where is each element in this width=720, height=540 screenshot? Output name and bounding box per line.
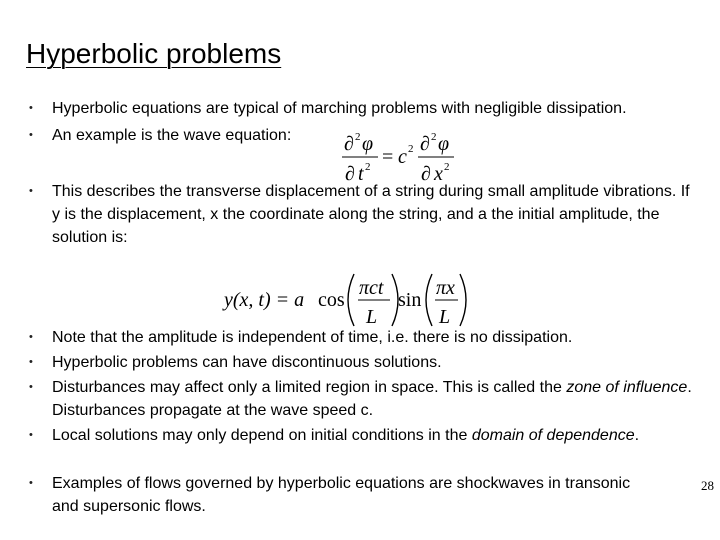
bullet-7-text-b: . <box>634 427 640 444</box>
bullet-icon: • <box>29 102 33 114</box>
bullet-icon: • <box>29 331 33 343</box>
eq-sup: 2 <box>444 161 450 173</box>
eq-equals: = <box>382 146 394 168</box>
sol-lhs: y(x, t) = a <box>224 289 305 311</box>
sol-pix: πx <box>436 277 455 299</box>
bullet-text-8: Examples of flows governed by hyperbolic equations are shockwaves in transonic and supersonic flows. <box>52 475 631 515</box>
eq-sup: 2 <box>365 161 371 173</box>
bullet-text-1: Hyperbolic equations are typical of marching problems with negligible dissipation. <box>52 100 627 117</box>
sol-L: L <box>439 306 451 328</box>
bullet-text-2: An example is the wave equation: <box>52 127 292 144</box>
eq-phi: φ <box>438 133 450 155</box>
sol-sin: sin <box>398 289 422 311</box>
bullet-6-text-a: Disturbances may affect only a limited region in space. This is called the <box>52 379 567 396</box>
sol-pict: πct <box>359 277 384 299</box>
bullet-text-6 <box>52 376 702 422</box>
bullet-text-7 <box>52 424 702 447</box>
eq-partial: ∂ <box>420 133 430 155</box>
eq-t: t <box>358 163 364 185</box>
bullet-text-5: Hyperbolic problems can have discontinuous solutions. <box>52 354 442 371</box>
bullet-icon: • <box>29 185 33 197</box>
eq-c: c <box>398 146 407 168</box>
eq-x: x <box>434 163 443 185</box>
bullet-6-text-b: . Disturbances propagate at the wave speed c. <box>52 379 692 419</box>
eq-sup: 2 <box>431 131 437 143</box>
page-title: Hyperbolic problems <box>26 38 282 69</box>
bullet-icon: • <box>29 356 33 368</box>
bullet-text-4: Note that the amplitude is independent of time, i.e. there is no dissipation. <box>52 329 573 346</box>
zone-of-influence-term: zone of influence <box>566 379 688 396</box>
bullet-icon: • <box>29 429 33 441</box>
bullet-text-3: This describes the transverse displacement of a string during small amplitude vibrations. If y is the displacement, x the coordinate along the string, and a the initial amplitude, the solution is: <box>52 183 690 246</box>
bullet-icon: • <box>29 129 33 141</box>
sol-L: L <box>366 306 378 328</box>
page-number: 28 <box>701 478 714 493</box>
bullet-7-text-a: Local solutions may only depend on initial conditions in the <box>52 427 472 444</box>
bullet-icon: • <box>29 477 33 489</box>
eq-sup: 2 <box>408 143 414 155</box>
eq-sup: 2 <box>355 131 361 143</box>
eq-partial: ∂ <box>344 133 354 155</box>
solution-equation <box>222 270 472 330</box>
eq-partial: ∂ <box>421 163 431 185</box>
bullet-icon: • <box>29 381 33 393</box>
eq-partial: ∂ <box>345 163 355 185</box>
sol-cos: cos <box>318 289 345 311</box>
eq-phi: φ <box>362 133 374 155</box>
domain-of-dependence-term: domain of dependence <box>471 427 635 444</box>
